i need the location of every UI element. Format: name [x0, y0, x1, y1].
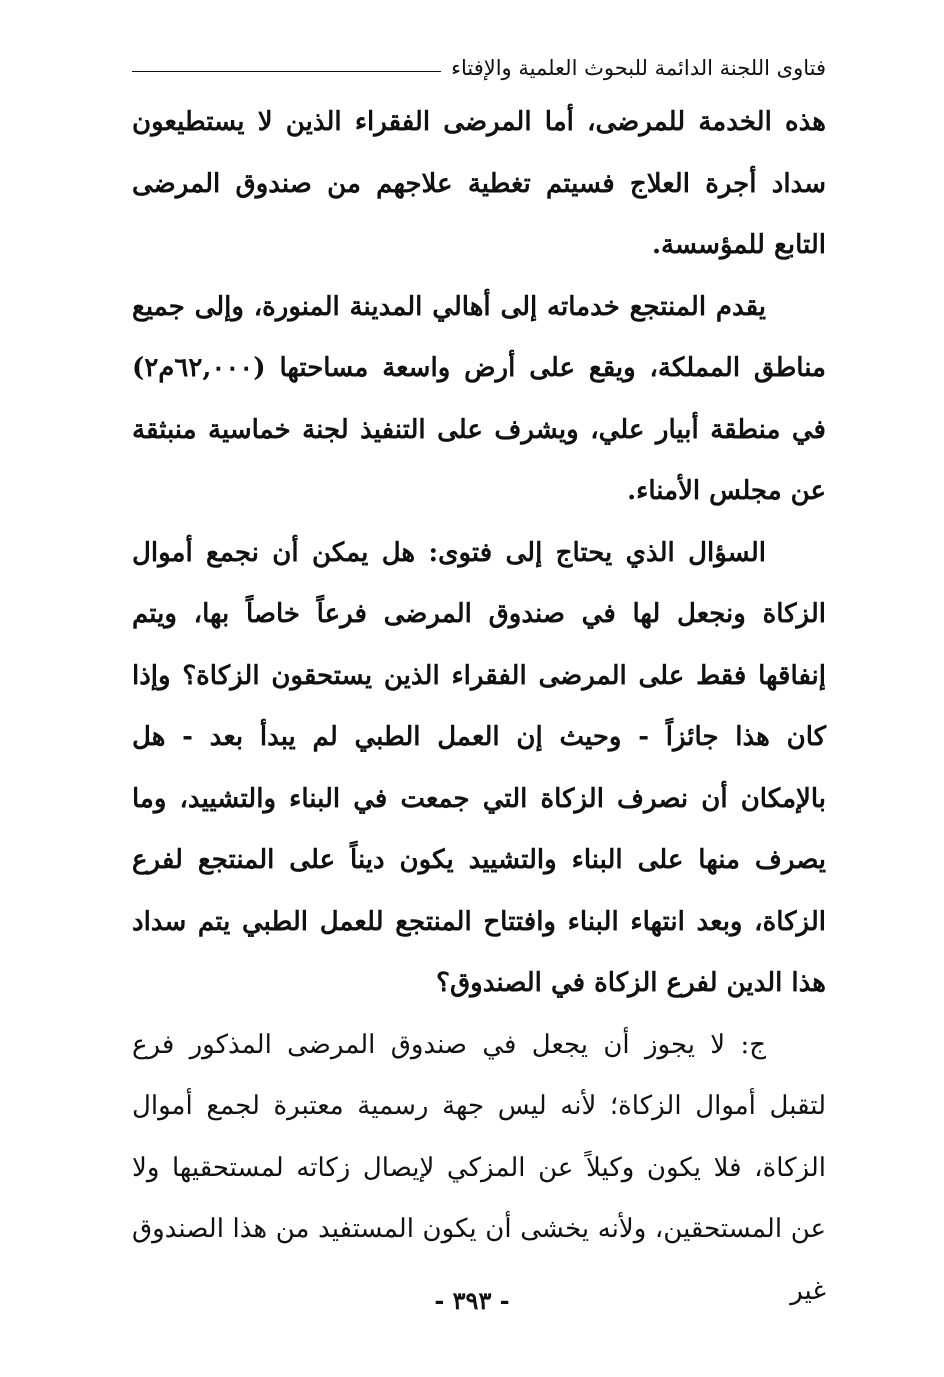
running-title: فتاوى اللجنة الدائمة للبحوث العلمية والإفتاء: [451, 56, 826, 80]
running-header: [132, 48, 826, 88]
paragraph-question: السؤال الذي يحتاج إلى فتوى: هل يمكن أن نجمع أموال الزكاة ونجعل لها في صندوق المرضى فرعاً خاصاً بها، ويتم إنفاقها فقط على المرضى الفقراء الذين يستحقون الزكاة؟ وإذا كان هذا جائزاً - وحيث إن العمل الطبي لم يبدأ بعد - هل بالإمكان أن نصرف الزكاة التي جمعت في البناء والتشييد، وما يصرف منها على البناء والتشييد يكون ديناً على المنتجع لفرع الزكاة، وبعد انتهاء البناء وافتتاح المنتجع للعمل الطبي يتم سداد هذا الدين لفرع الزكاة في الصندوق؟: [132, 537, 826, 998]
paragraph-answer: ج: لا يجوز أن يجعل في صندوق المرضى المذكور فرع لتقبل أموال الزكاة؛ لأنه ليس جهة رسمية معتبرة لجمع أموال الزكاة، فلا يكون وكيلاً عن المزكي لإيصال زكاته لمستحقيها ولا عن المستحقين، ولأنه يخشى أن يكون المستفيد من هذا الصندوق غير: [132, 1029, 826, 1306]
paragraph-service-description: هذه الخدمة للمرضى، أما المرضى الفقراء الذين لا يستطيعون سداد أجرة العلاج فسيتم تغطية علاجهم من صندوق المرضى التابع للمؤسسة.: [132, 107, 826, 260]
page-number: - ٣٩٣ -: [434, 1286, 510, 1315]
body-text: [132, 92, 826, 1322]
paragraph-resort-location: يقدم المنتجع خدماته إلى أهالي المدينة المنورة، وإلى جميع مناطق المملكة، ويقع على أرض واسعة مساحتها (٦٢,٠٠٠م٢) في منطقة أبيار علي، ويشرف على التنفيذ لجنة خماسية منبثقة عن مجلس الأمناء.: [132, 291, 826, 506]
header-rule: [132, 71, 441, 72]
